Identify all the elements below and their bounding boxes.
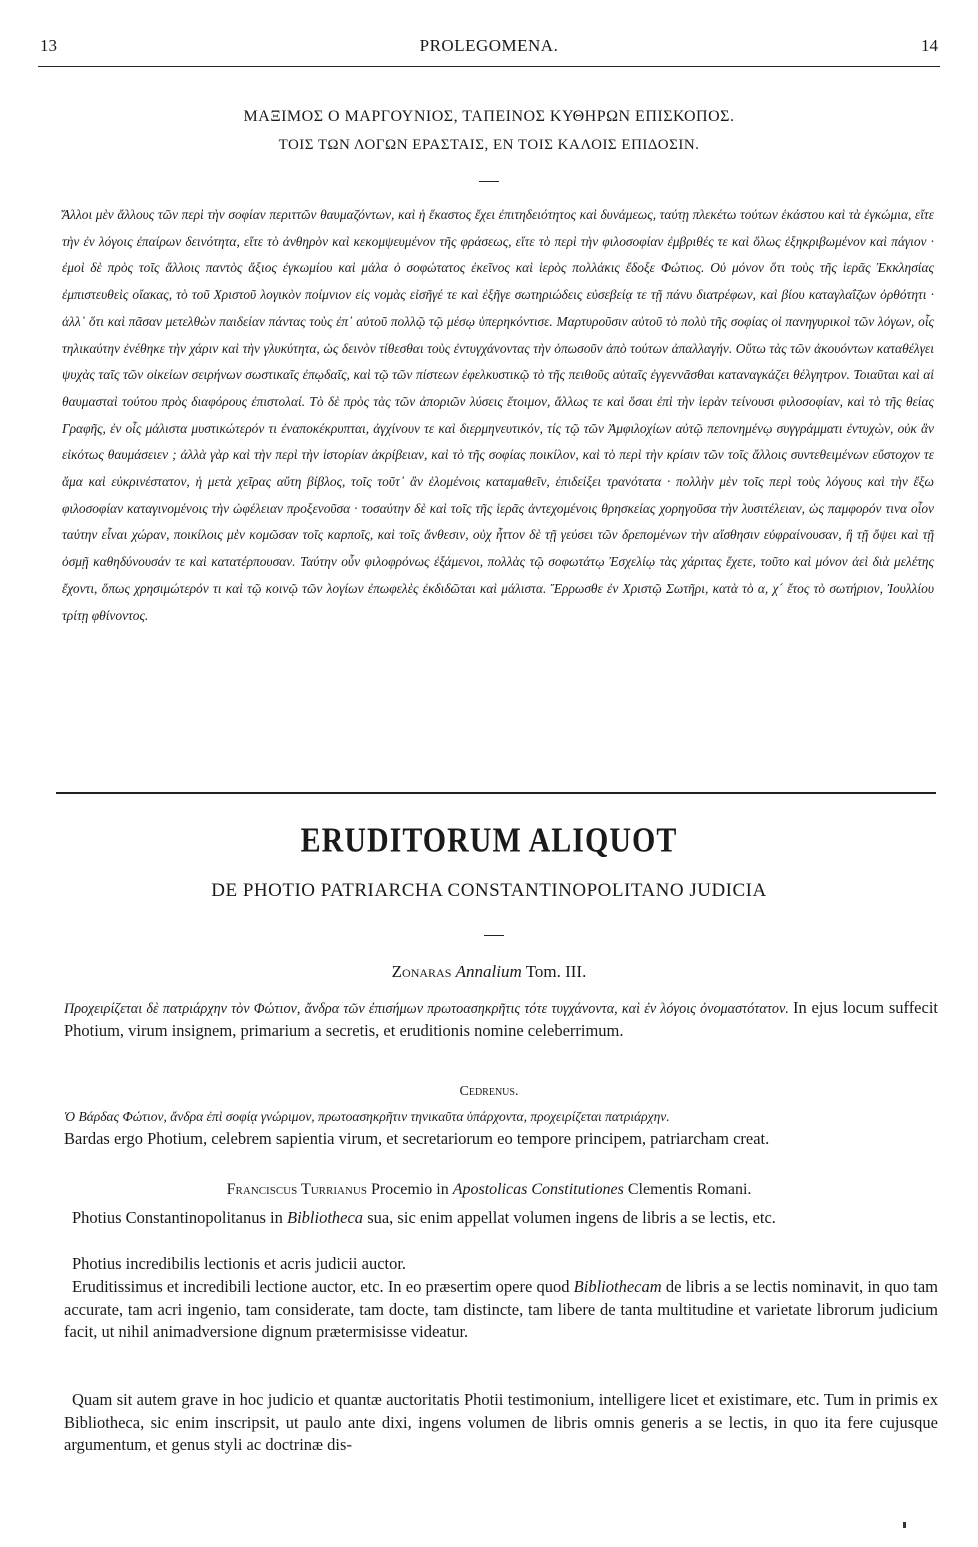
ink-mark bbox=[903, 1522, 906, 1528]
work-title: Bibliothecam bbox=[573, 1277, 662, 1296]
source-author: Franciscus Turrianus bbox=[226, 1181, 367, 1198]
zonaras-quote bbox=[64, 997, 938, 1043]
greek-heading-line1: ΜΑΞΙΜΟΣ Ο ΜΑΡΓΟΥΝΙΟΣ, ΤΑΠΕΙΝΟΣ ΚΥΘΗΡΩΝ ΕΠΙΣΚΟΠΟΣ. bbox=[243, 108, 735, 125]
header-rule bbox=[38, 66, 940, 67]
cedrenus-latin: Bardas ergo Photium, celebrem sapientia virum, et secretariorum eo tempore principem, patriarcham creat. bbox=[64, 1129, 770, 1148]
text-run: Eruditissimus et incredibili lectione auctor, etc. In eo præsertim opere quod bbox=[72, 1277, 570, 1296]
source-work: Apostolicas Constitutiones bbox=[452, 1181, 624, 1198]
section-title: ERUDITORUM ALIQUOT bbox=[300, 821, 678, 860]
short-divider bbox=[479, 181, 499, 182]
source-turrianus bbox=[40, 1181, 938, 1199]
greek-letter-text: Ἄλλοι μὲν ἄλλους τῶν περὶ τὴν σοφίαν περιττῶν θαυμαζόντων, καὶ ἡ ἕκαστος ἔχει ἐπιτηδειότητος καὶ δυνάμεως, ταύτῃ πλεκέτω τούτων ἑκάστου καὶ τὰ ἐγκώμια, εἴτε τὴν ἐν λόγοις ἐπαίρων δεινότητα, εἴτε τὸ ἀνθηρὸν καὶ κεκομψευμένον τῆς φράσεως, εἴτε τὸ περὶ τὴν φιλοσοφίαν ἐμβριθές τε καὶ ὅλως ἐξηκριβωμένον καὶ πάγιον · ἐμοὶ δὲ πρὸς τοῖς ἄλλοις παντὸς ἄξιος ἐγκωμίου καὶ μάλα ὁ σοφώτατος ἐκεῖνος καὶ ἱερὸς πολλάκις ἔδοξε Φώτιος. Οὐ μόνον ὅτι τοὺς τῆς ἱερᾶς Ἐκκλησίας ἐμπιστευθεὶς οἴακας, τὸ τοῦ Χριστοῦ λογικὸν ποίμνιον εἰς νομὰς εἰσῆγέ τε καὶ ἐξῆγε σωτηριώδεις εὐσεβείᾳ τε τῇ πάνυ διατρέφων, καὶ βίου καταγλαΐζων ὀρθότητι · ἀλλ᾽ ὅτι καὶ πᾶσαν μετελθὼν παιδείαν πάντας τοὺς ἐπ᾽ αὐτοῦ πολλῷ τῷ μέσῳ ὑπερηκόντισε. Μαρτυροῦσιν αὐτοῦ τὸ πολὺ τῆς σοφίας οἱ πανηγυρικοὶ τῶν λόγων, οἷς τηλικαύτην ἐνέθηκε τὴν χάριν καὶ τὴν γλυκύτητα, ὡς δεινὸν τίθεσθαι τοὺς ἐντυγχάνοντας τὴν ὁπωσοῦν ἀπὸ τούτων ἀπαλλαγήν. Οὕτω τὰς τῶν ἀκουόντων καταθέλγει ψυχὰς ταῖς τῶν οἰκείων σειρήνων σωστικαῖς ἐπῳδαῖς, καὶ τῷ τῶν πίστεων ἐφελκυστικῷ τὸ τῆς πειθοῦς αὐταῖς ἐγγεννᾶσθαι καταναγκάζει θέλγητρον. Τοιαῦται καὶ αἱ θαυμασταὶ τούτου πρὸς διαφόρους ἐπιστολαί. Τὸ δὲ πρὸς τὰς τῶν ἀποριῶν λύσεις ἕτοιμον, ἄλλως τε καὶ ὅσαι ἐπὶ τὴν ἱερὰν τείνουσι φιλοσοφίαν, καὶ τὸ τῆς θείας Γραφῆς, ἐν οἷς μάλιστα μυστικώτερόν τι ἐναποκέκρυπται, ἀγχίνουν τε καὶ διερμηνευτικόν, τίς τῷ τῶν Ἀμφιλοχίων αὐτῷ πεπονημένῳ συγγράμματι ἐντυχὼν, οὐκ ἂν εἰκότως θαυμάσειεν ; ἀλλὰ γὰρ καὶ τὴν περὶ τὴν ἱστορίαν ἀκρίβειαν, καὶ τὸ τῆς σοφίας ποικίλον, καὶ τὸ περὶ τὴν κρίσιν τῶν τοῖς ἄλλοις συντεθειμένων εὔστοχον τε ἅμα καὶ εὐκρινέστατον, ἡ μετὰ χεῖρας αὕτη βίβλος, τοῖς τοῦτ᾽ ἂν ἑλομένοις καταμαθεῖν, ἐπιδείξει τρανότατα · πολλὴν μὲν τοῖς περὶ τοὺς λόγους καὶ τὴν ἔξω φιλοσοφίαν καταγινομένοις τὴν ὠφέλειαν προξενοῦσα · τοσαύτην δὲ καὶ τοῖς τῆς ἱερᾶς ἀντεχομένοις θρησκείας χορηγοῦσα τὴν λυσιτέλειαν, ὡς παμφορόν τινα οἷον ταύτην εἶναι χώραν, ποικίλοις μὲν κομῶσαν τοῖς καρποῖς, καὶ τοῖς ἄνθεσιν, οὐχ ἧττον δὲ τῇ γεύσει τῶν δρεπομένων τὴν αἴσθησιν εὐφραίνουσαν, ἢ τῇ ὄψει καὶ τῇ ὀσμῇ καθηδύνουσάν τε καὶ κατατέρπουσαν. Ταύτην οὖν φιλοφρόνως ἐξάμενοι, πολλὰς τῷ σοφωτάτῳ Ἐσχελίῳ τὰς χάριτας ἔχετε, τοῦτο καὶ μόνον ἀεὶ διὰ μελέτης ἔχοντι, ὅπως χρησιμώτερόν τι καὶ τῷ κοινῷ τῶν λογίων ἐπωφελὲς ἐκδιδῶται καὶ μάλιστα. Ἔρρωσθε ἐν Χριστῷ Σωτῆρι, κατὰ τὸ α, χ´ ἔτος τὸ σωτήριον, Ἰουλλίου τρίτῃ φθίνοντος. bbox=[62, 207, 934, 623]
section-separator-rule bbox=[56, 792, 936, 794]
text-run: sua, sic enim appellat volumen ingens de libris a se lectis, etc. bbox=[367, 1208, 776, 1227]
turrianus-paragraph-2: Photius incredibilis lectionis et acris judicii auctor. bbox=[72, 1254, 407, 1273]
turrianus-paragraph-3 bbox=[64, 1276, 938, 1344]
greek-heading-line2: ΤΟΙΣ ΤΩΝ ΛΟΓΩΝ ΕΡΑΣΤΑΙΣ, ΕΝ ΤΟΙΣ ΚΑΛΟΙΣ ΕΠΙΔΟΣΙΝ. bbox=[278, 137, 700, 153]
section-subtitle: DE PHOTIO PATRIARCHA CONSTANTINOPOLITANO JUDICIA bbox=[211, 880, 767, 901]
zonaras-greek: Προχειρίζεται δὲ πατριάρχην τὸν Φώτιον, ἄνδρα τῶν ἐπισήμων πρωτοασηκρῆτις τότε τυγχάνοντα, καὶ ἐν λόγοις ὀνομαστότατον. bbox=[64, 1001, 789, 1017]
text-run: Photius Constantinopolitanus in bbox=[72, 1208, 283, 1227]
source-cedrenus: Cedrenus. bbox=[459, 1084, 519, 1099]
turrianus-paragraph-4: Quam sit autem grave in hoc judicio et quantæ auctoritatis Photii testimonium, intelligere licet et existimare, etc. Tum in primis ex Bibliotheca, sic enim inscripsit, ut paulo ante dixi, ingens volumen de libris omnis generis a se lectis, in quo ita fere cujusque argumentum, et genus styli ac doctrinæ dis- bbox=[64, 1390, 938, 1454]
source-work: Annalium bbox=[455, 962, 522, 981]
source-zonaras bbox=[40, 962, 938, 982]
source-author: Zonaras bbox=[391, 962, 452, 981]
zonaras-latin: In ejus locum suffecit Photium, virum insignem, primarium a secretis, et eruditionis nomine celeberrimum. bbox=[64, 998, 938, 1040]
running-head bbox=[40, 36, 938, 60]
source-tail: Clementis Romani. bbox=[627, 1181, 752, 1198]
cedrenus-greek: Ὁ Βάρδας Φώτιον, ἄνδρα ἐπὶ σοφίᾳ γνώριμον, πρωτοασηκρῆτιν τηνικαῦτα ὑπάρχοντα, προχειρίζεται πατριάρχην. bbox=[64, 1109, 670, 1124]
left-page-number: 13 bbox=[40, 36, 57, 55]
right-page-number: 14 bbox=[921, 36, 938, 55]
source-tome: Tom. III. bbox=[525, 962, 587, 981]
work-title: Bibliotheca bbox=[286, 1208, 364, 1227]
short-divider bbox=[484, 935, 504, 936]
running-title: PROLEGOMENA. bbox=[419, 36, 559, 55]
turrianus-paragraph-1 bbox=[64, 1207, 938, 1230]
text-run: de libris a se lectis nominavit, in quo tam accurate, tam acri ingenio, tam considerate, tam docte, tam distincte, tam libere de tanta multitudine et varietate librorum judicium facit, ut nihil animadversione dignum prætermisisse videatur. bbox=[64, 1277, 939, 1341]
source-lead: Procemio in bbox=[370, 1181, 449, 1198]
